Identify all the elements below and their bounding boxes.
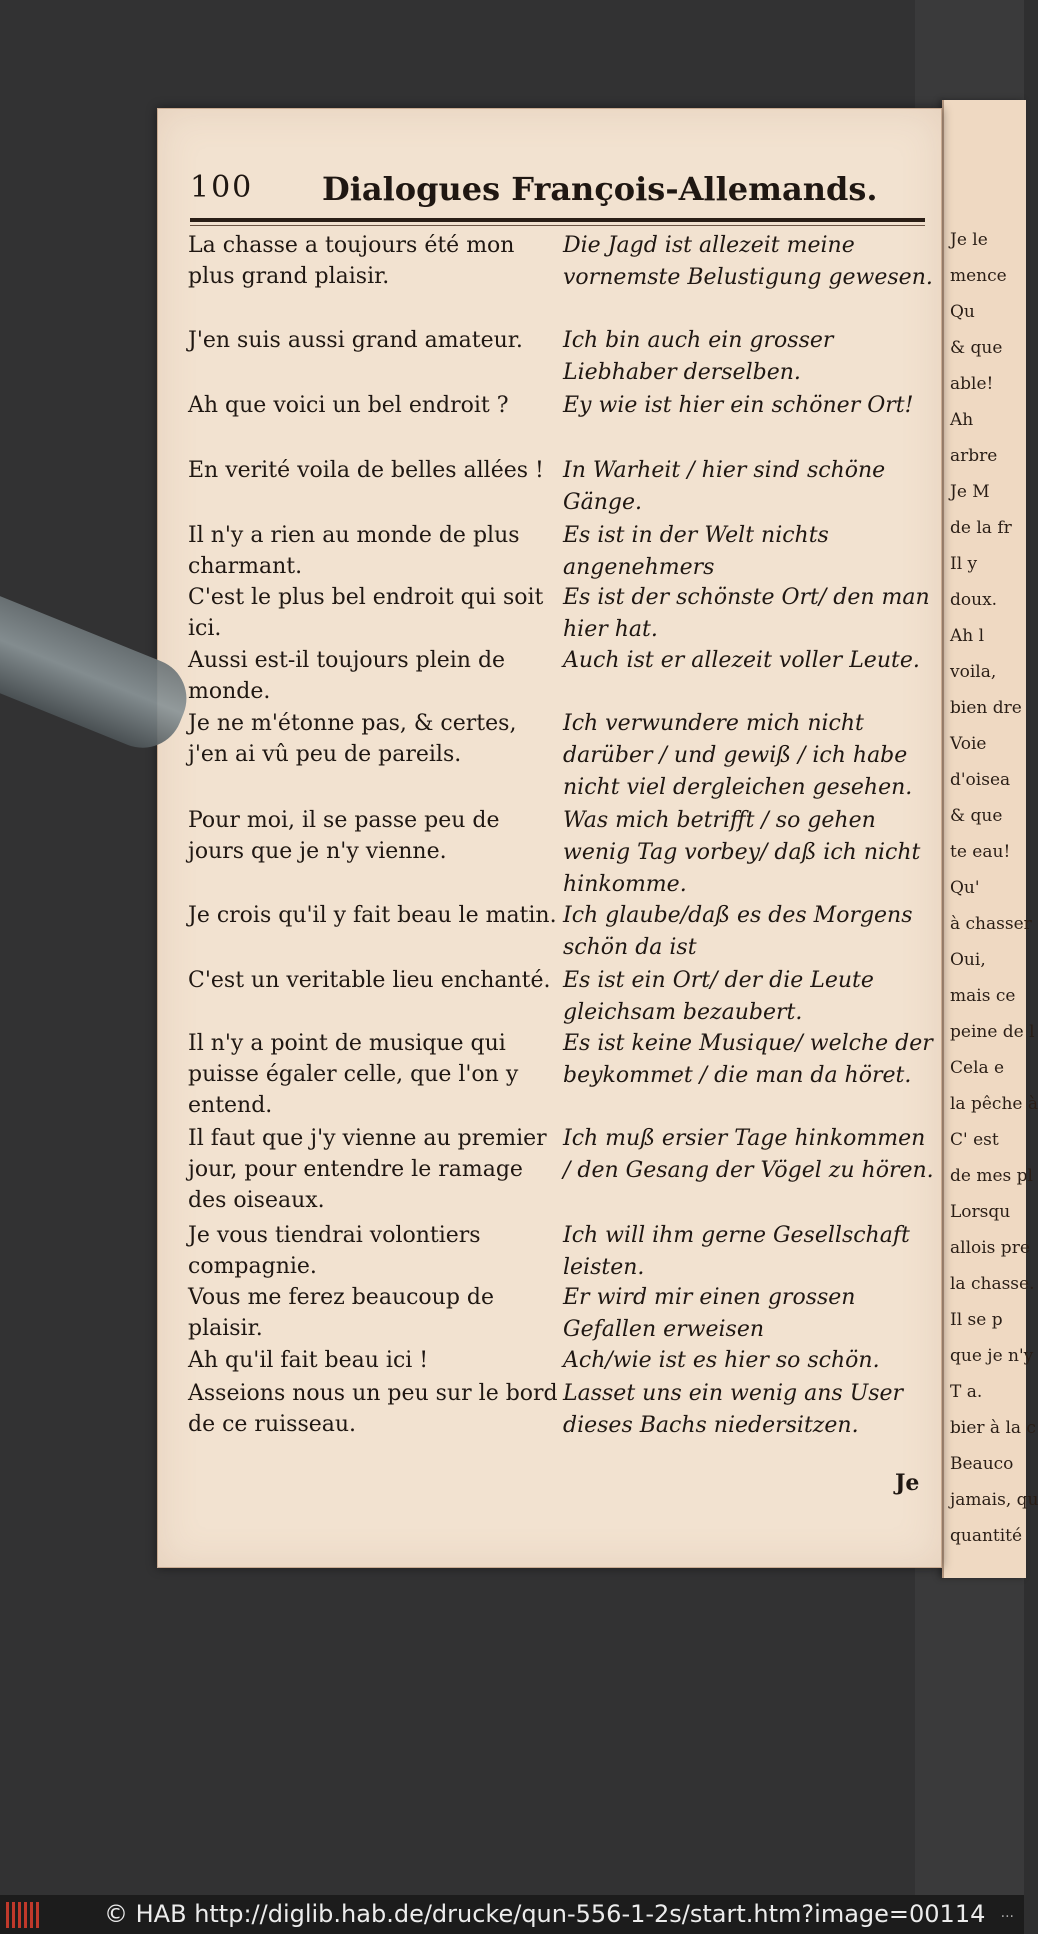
- next-page-fragment: jamais, qu: [950, 1490, 1038, 1510]
- french-entry: Je vous tiendrai volontiers compagnie.: [188, 1223, 481, 1279]
- german-entry: Er wird mir einen grossen Gefallen erweisen: [563, 1285, 856, 1342]
- next-page-fragment: de la fr: [950, 518, 1012, 538]
- german-entry: Ey wie ist hier ein schöner Ort!: [563, 393, 914, 418]
- german-entry: Ich will ihm gerne Gesellschaft leisten.: [563, 1223, 910, 1280]
- french-entry: Je crois qu'il y fait beau le matin.: [188, 903, 557, 928]
- next-page-edge: [942, 100, 1038, 1578]
- french-entry: Asseions nous un peu sur le bord de ce ruisseau.: [188, 1381, 558, 1437]
- german-entry: Ich muß ersier Tage hinkommen / den Gesang der Vögel zu hören.: [563, 1126, 934, 1183]
- catchword: Je: [895, 1470, 920, 1496]
- next-page-fragment: Lorsqu: [950, 1202, 1011, 1222]
- french-entry: C'est le plus bel endroit qui soit ici.: [188, 585, 544, 641]
- french-entry: Aussi est-il toujours plein de monde.: [188, 648, 506, 704]
- next-page-fragment: Beauco: [950, 1454, 1014, 1474]
- next-page-fragment: Qu: [950, 302, 975, 322]
- next-page-fragment: & que: [950, 338, 1003, 358]
- copyright-link[interactable]: © HAB http://diglib.hab.de/drucke/qun-556-1-2s/start.htm?image=00114: [104, 1900, 986, 1928]
- next-page-fragment: able!: [950, 374, 994, 394]
- next-page-fragment: Ah l: [950, 626, 985, 646]
- next-page-fragment: allois pre: [950, 1238, 1030, 1258]
- next-page-fragment: Oui,: [950, 950, 986, 970]
- next-page-fragment: arbre: [950, 446, 998, 466]
- german-entry: Es ist in der Welt nichts angenehmers: [563, 523, 829, 580]
- next-page-fragment: Qu': [950, 878, 980, 898]
- viewer-footer-bar: [0, 1895, 1024, 1934]
- next-page-fragment: te eau!: [950, 842, 1011, 862]
- header-rule: [190, 218, 925, 222]
- next-page-fragment: quantité: [950, 1526, 1023, 1546]
- german-entry: In Warheit / hier sind schöne Gänge.: [563, 458, 886, 515]
- german-entry: Ich verwundere mich nicht darüber / und gewiß / ich habe nicht viel dergleichen gesehen.: [563, 711, 913, 800]
- next-page-fragment: peine de l: [950, 1022, 1035, 1042]
- german-entry: Auch ist er allezeit voller Leute.: [563, 648, 920, 673]
- next-page-fragment: la pêche à: [950, 1094, 1038, 1114]
- german-entry: Die Jagd ist allezeit meine vornemste Belustigung gewesen.: [563, 233, 933, 290]
- next-page-fragment: Il y: [950, 554, 978, 574]
- next-page-fragment: Il se p: [950, 1310, 1003, 1330]
- next-page-fragment: que je n'y: [950, 1346, 1034, 1366]
- page-number: 100: [190, 170, 254, 205]
- hab-logo-icon: [6, 1902, 42, 1928]
- next-page-fragment: Cela e: [950, 1058, 1005, 1078]
- french-entry: Vous me ferez beaucoup de plaisir.: [188, 1285, 495, 1341]
- german-entry: Ich glaube/daß es des Morgens schön da ist: [563, 903, 913, 960]
- french-entry: Il n'y a point de musique qui puisse égaler celle, que l'on y entend.: [188, 1031, 519, 1118]
- german-entry: Ach/wie ist es hier so schön.: [563, 1348, 880, 1373]
- french-entry: Ah qu'il fait beau ici !: [188, 1348, 429, 1373]
- next-page-fragment: d'oisea: [950, 770, 1011, 790]
- german-entry: Es ist ein Ort/ der die Leute gleichsam bezaubert.: [563, 968, 874, 1025]
- next-page-fragment: T a.: [950, 1382, 983, 1402]
- next-page-fragment: voila,: [950, 662, 997, 682]
- next-page-fragment: de mes pl: [950, 1166, 1033, 1186]
- next-page-fragment: C' est: [950, 1130, 999, 1150]
- french-entry: J'en suis aussi grand amateur.: [188, 328, 523, 353]
- french-entry: En verité voila de belles allées !: [188, 458, 544, 483]
- french-entry: Ah que voici un bel endroit ?: [188, 393, 509, 418]
- next-page-fragment: à chasser: [950, 914, 1032, 934]
- french-entry: C'est un veritable lieu enchanté.: [188, 968, 551, 993]
- german-entry: Lasset uns ein wenig ans User dieses Bachs niedersitzen.: [563, 1381, 904, 1438]
- header-rule-thin: [190, 225, 925, 226]
- footer-menu-dots[interactable]: ...: [1000, 1905, 1014, 1921]
- page-header: [190, 170, 930, 220]
- next-page-fragment: Je le: [950, 230, 988, 250]
- next-page-fragment: la chasse.: [950, 1274, 1035, 1294]
- running-title: Dialogues François-Allemands.: [322, 170, 878, 208]
- french-entry: La chasse a toujours été mon plus grand plaisir.: [188, 233, 515, 289]
- next-page-fragment: mais ce: [950, 986, 1016, 1006]
- french-entry: Il faut que j'y vienne au premier jour, pour entendre le ramage des oiseaux.: [188, 1126, 547, 1213]
- german-entry: Es ist der schönste Ort/ den man hier hat.: [563, 585, 930, 642]
- german-entry: Ich bin auch ein grosser Liebhaber derselben.: [563, 328, 834, 385]
- french-entry: Je ne m'étonne pas, & certes, j'en ai vû peu de pareils.: [188, 711, 517, 767]
- next-page-fragment: Voie: [950, 734, 987, 754]
- next-page-fragment: doux.: [950, 590, 998, 610]
- next-page-fragment: mence: [950, 266, 1007, 286]
- next-page-fragment: Ah: [950, 410, 974, 430]
- french-entry: Pour moi, il se passe peu de jours que je n'y vienne.: [188, 808, 500, 864]
- next-page-fragment: bier à la c: [950, 1418, 1036, 1438]
- german-entry: Was mich betrifft / so gehen wenig Tag vorbey/ daß ich nicht hinkomme.: [563, 808, 921, 897]
- next-page-fragment: bien dre: [950, 698, 1022, 718]
- next-page-fragment: Je M: [950, 482, 990, 502]
- french-entry: Il n'y a rien au monde de plus charmant.: [188, 523, 520, 579]
- german-entry: Es ist keine Musique/ welche der beykommet / die man da höret.: [563, 1031, 933, 1088]
- next-page-fragment: & que: [950, 806, 1003, 826]
